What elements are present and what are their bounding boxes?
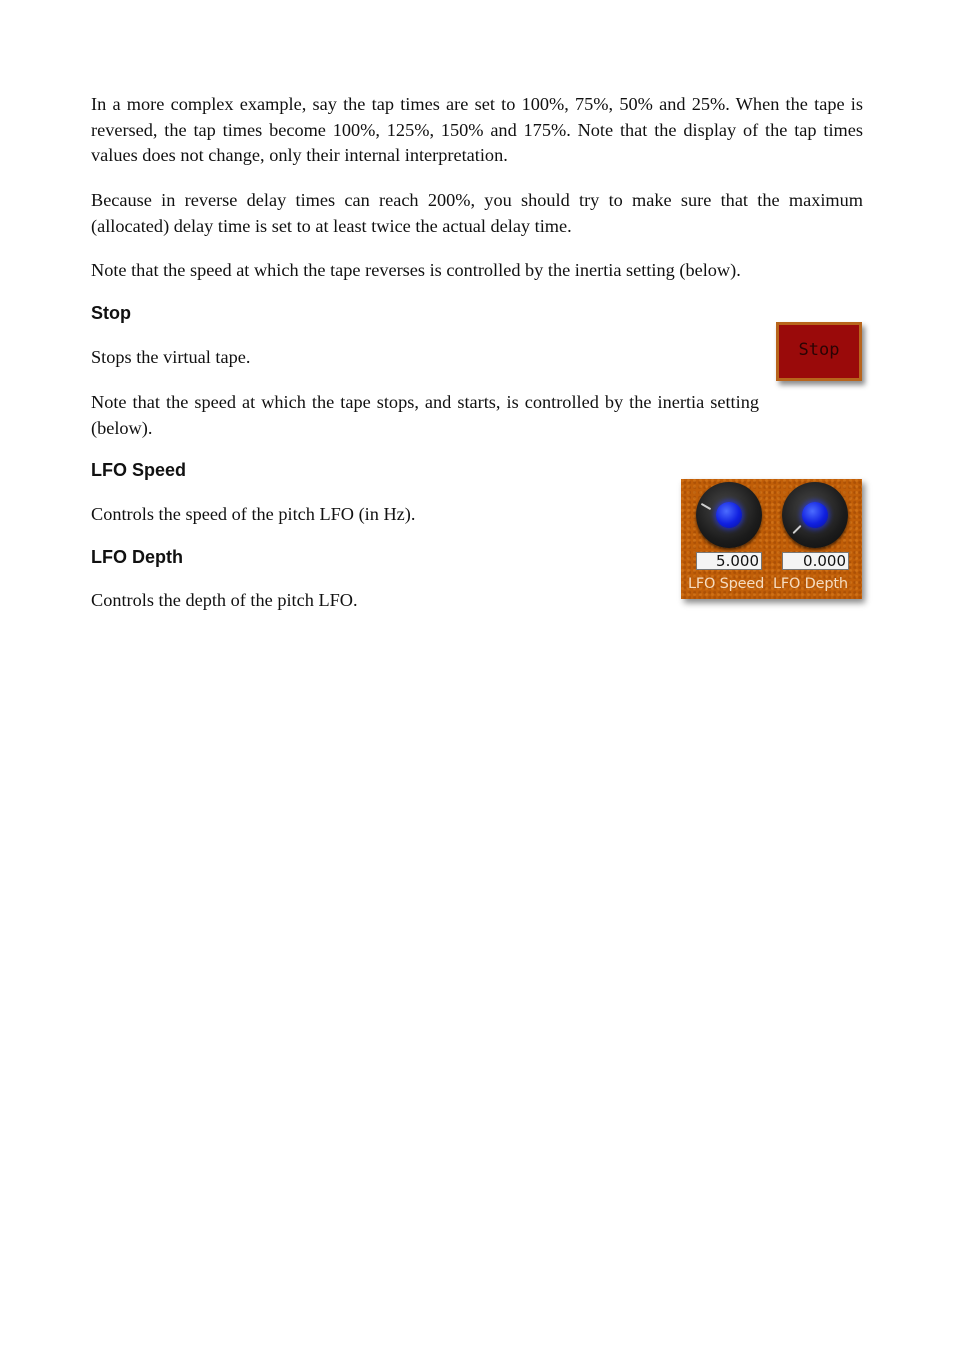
paragraph-lfo-speed: Controls the speed of the pitch LFO (in Hz). (91, 504, 416, 524)
lfo-depth-label: LFO Depth (773, 576, 848, 592)
lfo-depth-knob[interactable] (782, 482, 848, 548)
lfo-speed-value[interactable]: 5.000 (696, 552, 762, 570)
lfo-speed-knob-pointer (701, 503, 712, 510)
lfo-depth-knob-pointer (792, 525, 801, 534)
paragraph-tap-times-example: In a more complex example, say the tap times are set to 100%, 75%, 50% and 25%. When the tape is reversed, the tap times become 100%, 125%, 150% and 175%. Note that the display of the tap times values does not change, only their internal interpretation. (91, 94, 863, 165)
lfo-speed-knob-cap (716, 502, 742, 528)
paragraph-lfo-depth: Controls the depth of the pitch LFO. (91, 590, 358, 610)
lfo-depth-value[interactable]: 0.000 (782, 552, 849, 570)
paragraph-reverse-speed: Note that the speed at which the tape reverses is controlled by the inertia setting (below). (91, 260, 741, 280)
heading-lfo-depth: LFO Depth (91, 547, 183, 567)
lfo-control-panel (681, 479, 862, 599)
lfo-speed-label: LFO Speed (688, 576, 765, 592)
lfo-depth-knob-cap (802, 502, 828, 528)
paragraph-reverse-delay: Because in reverse delay times can reach 200%, you should try to make sure that the maximum (allocated) delay time is set to at least twice the actual delay time. (91, 190, 863, 236)
paragraph-stop-description: Stops the virtual tape. (91, 347, 251, 367)
lfo-speed-knob[interactable] (696, 482, 762, 548)
stop-button-label: Stop (798, 339, 840, 360)
paragraph-stop-inertia: Note that the speed at which the tape stops, and starts, is controlled by the inertia setting (below). (91, 392, 759, 438)
stop-button[interactable] (776, 322, 862, 381)
heading-lfo-speed: LFO Speed (91, 460, 187, 480)
heading-stop: Stop (91, 303, 131, 323)
